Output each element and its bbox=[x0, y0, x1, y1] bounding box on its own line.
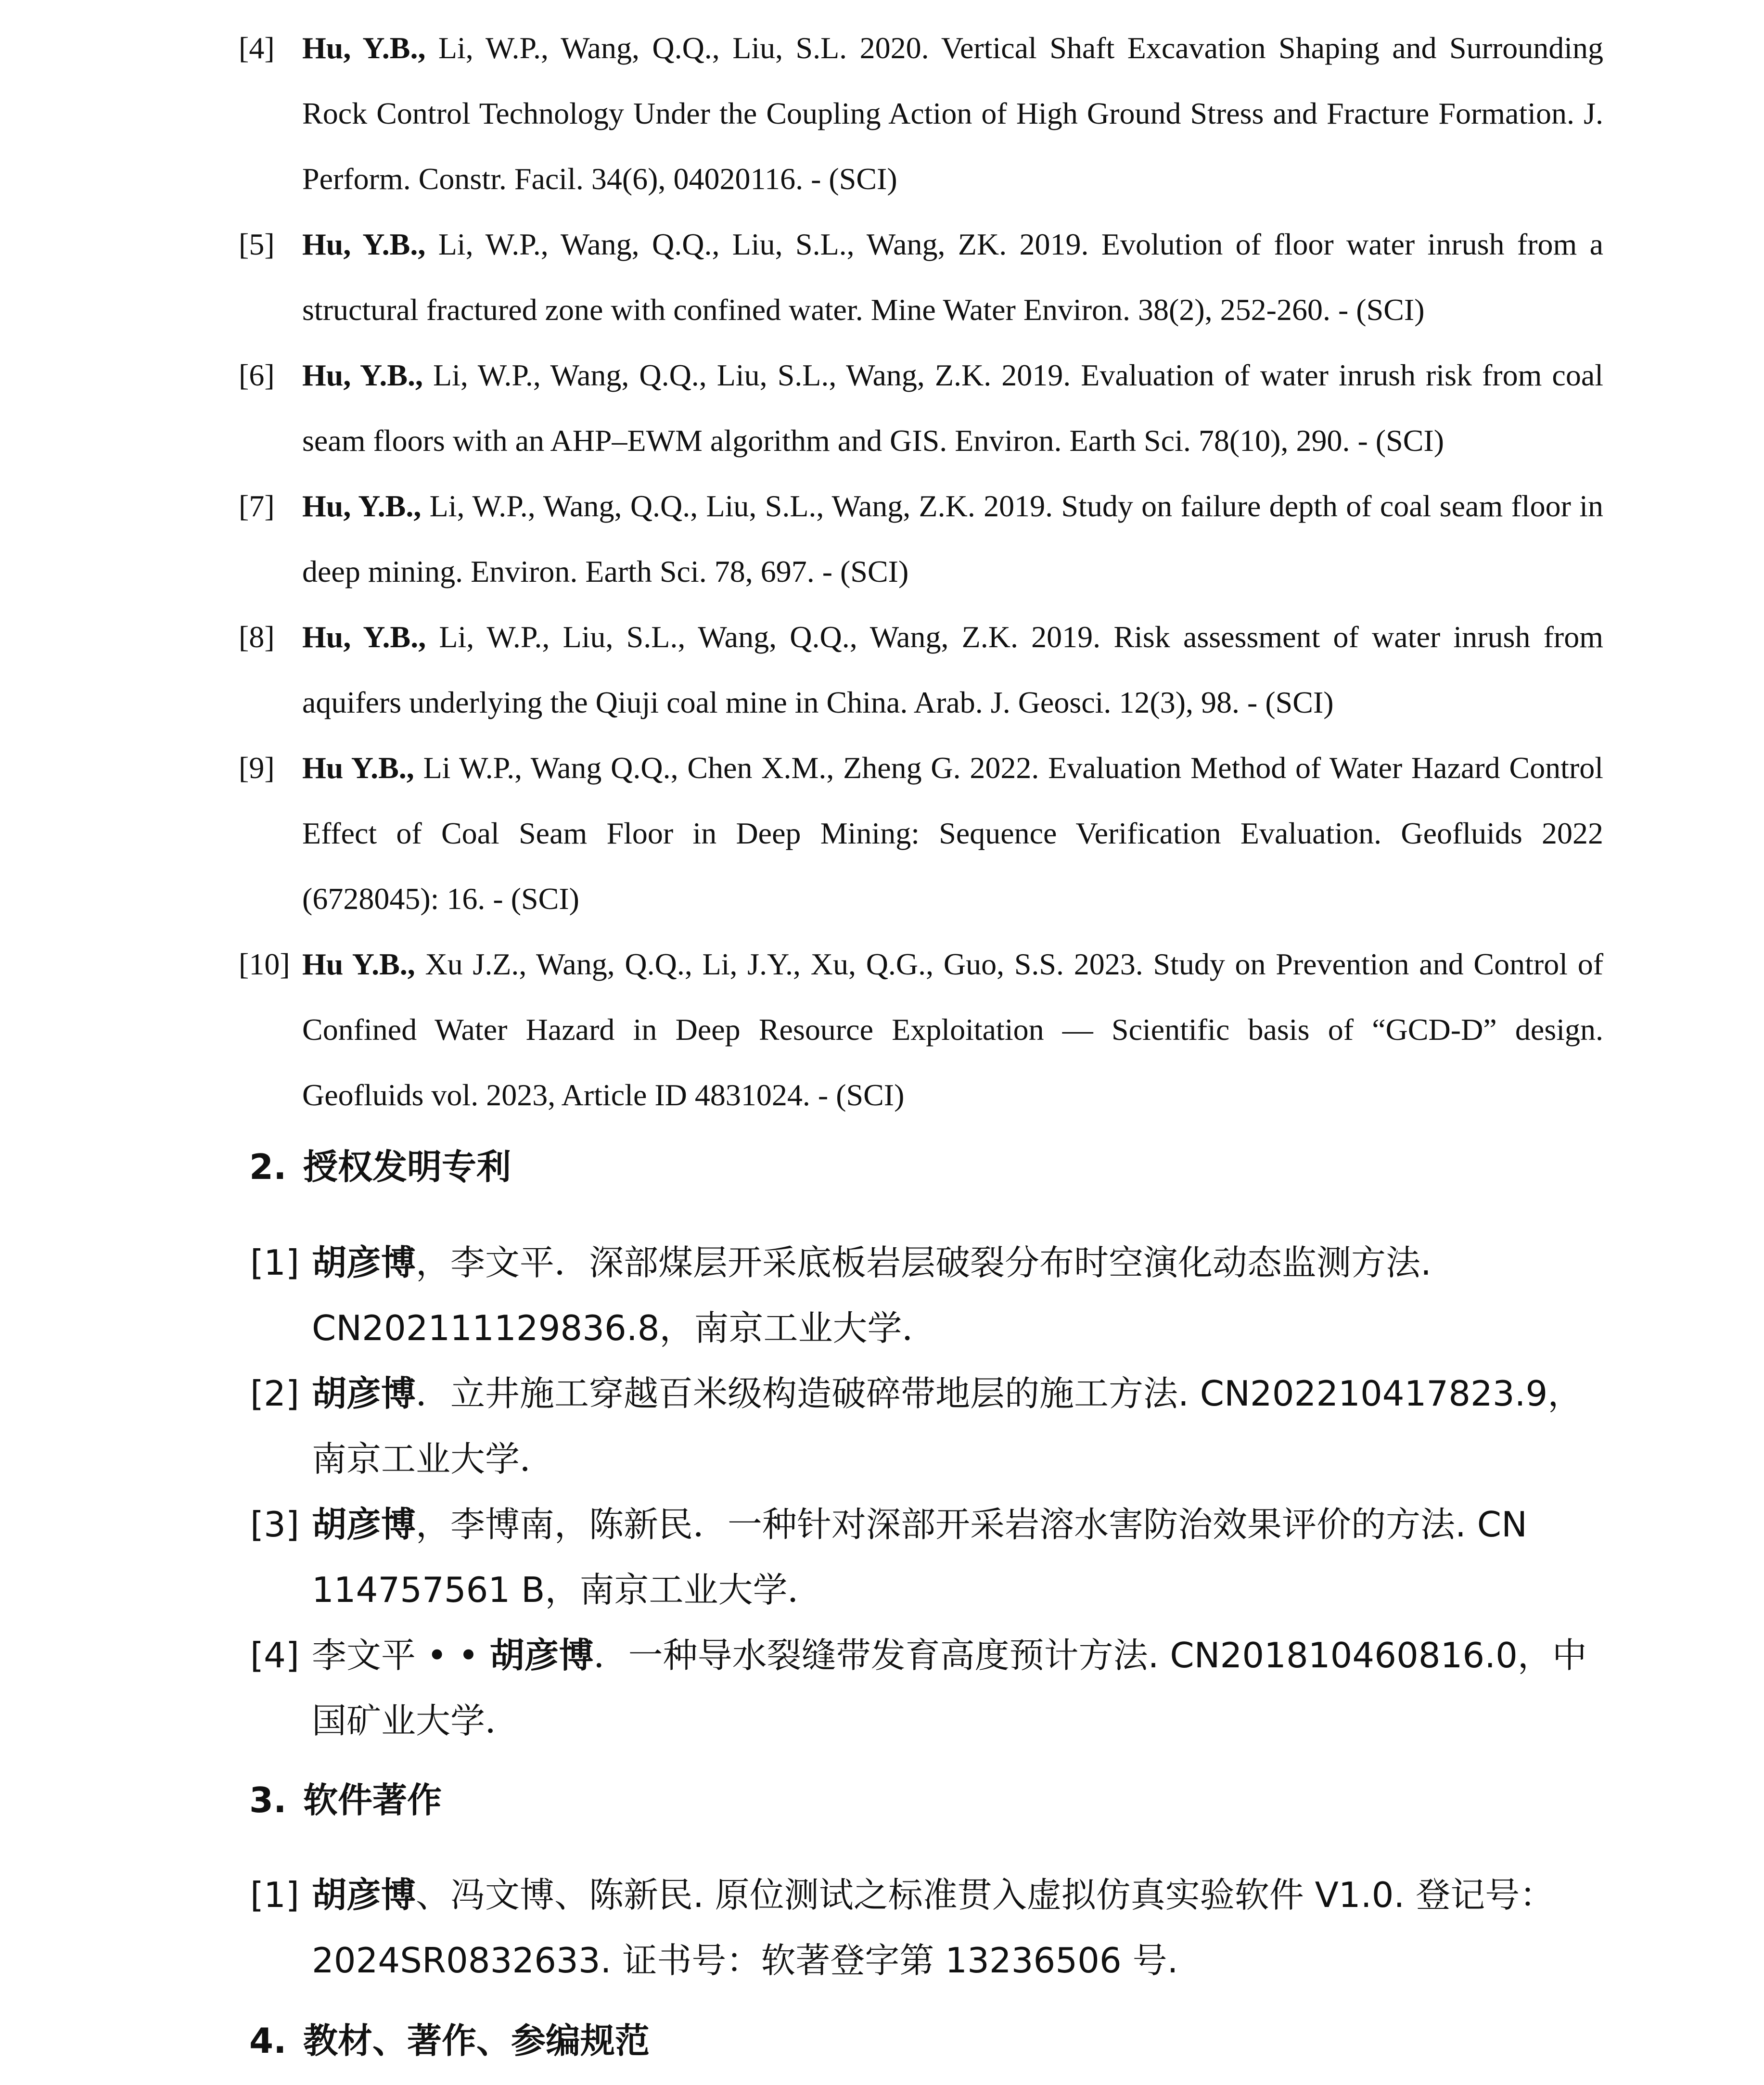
reference-number: [9] bbox=[239, 751, 275, 785]
reference-item bbox=[239, 932, 1603, 1128]
patent-author: 胡彦博 bbox=[312, 1242, 416, 1283]
reference-item bbox=[239, 343, 1603, 473]
patent-author: 胡彦博 bbox=[312, 1373, 416, 1414]
reference-author: Hu, Y.B., bbox=[302, 31, 426, 65]
reference-item bbox=[239, 604, 1603, 735]
patent-number: [3] bbox=[250, 1504, 299, 1545]
patent-number: [1] bbox=[250, 1242, 299, 1283]
reference-item bbox=[239, 735, 1603, 932]
software-text: 、冯文博、陈新民. 原位测试之标准贯入虚拟仿真实验软件 V1.0. 登记号：2024SR0832633. 证书号：软著登字第 13236506 号. bbox=[312, 1875, 1555, 1981]
reference-text: Li, W.P., Wang, Q.Q., Liu, S.L., Wang, ZK. 2019. Evolution of floor water inrush from a structural fractured zone with confined water. Mine Water Environ. 38(2), 252-260. - (SCI) bbox=[302, 227, 1604, 327]
patent-text: ，李文平．深部煤层开采底板岩层破裂分布时空演化动态监测方法. CN202111129836.8，南京工业大学． bbox=[312, 1242, 1432, 1348]
reference-number: [10] bbox=[239, 947, 290, 981]
patent-item bbox=[250, 1623, 1598, 1753]
patent-item bbox=[250, 1230, 1598, 1361]
reference-text: Xu J.Z., Wang, Q.Q., Li, J.Y., Xu, Q.G., Guo, S.S. 2023. Study on Prevention and Control of Confined Water Hazard in Deep Resource Exploitation — Scientific basis of “GCD-D” design. Geofluids vol. 2023, Article ID 4831024. - (SCI) bbox=[302, 947, 1604, 1112]
reference-item bbox=[239, 15, 1603, 212]
reference-number: [6] bbox=[239, 358, 275, 392]
section-title: 软件著作 bbox=[303, 1780, 442, 1820]
patent-text: ．一种导水裂缝带发育高度预计方法. CN201810460816.0，中国矿业大学． bbox=[312, 1635, 1587, 1741]
reference-text: Li W.P., Wang Q.Q., Chen X.M., Zheng G. 2022. Evaluation Method of Water Hazard Control Effect of Coal Seam Floor in Deep Mining: Sequence Verification Evaluation. Geofluids 2022 (6728045): 16. - (SCI) bbox=[302, 751, 1604, 916]
reference-text: Li, W.P., Wang, Q.Q., Liu, S.L., Wang, Z.K. 2019. Study on failure depth of coal seam floor in deep mining. Environ. Earth Sci. 78, 697. - (SCI) bbox=[302, 489, 1604, 588]
section-heading-textbooks bbox=[249, 2019, 650, 2062]
section-heading-software bbox=[249, 1778, 442, 1822]
reference-text: Li, W.P., Wang, Q.Q., Liu, S.L., Wang, Z.K. 2019. Evaluation of water inrush risk from coal seam floors with an AHP–EWM algorithm and GIS. Environ. Earth Sci. 78(10), 290. - (SCI) bbox=[302, 358, 1604, 458]
section-title: 教材、著作、参编规范 bbox=[303, 2021, 650, 2061]
reference-number: [8] bbox=[239, 620, 275, 654]
patent-item bbox=[250, 1361, 1598, 1492]
reference-author: Hu Y.B., bbox=[302, 751, 414, 785]
software-author: 胡彦博 bbox=[312, 1875, 416, 1915]
software-number: [1] bbox=[250, 1875, 299, 1915]
patent-coauthor: 李文平 • • bbox=[312, 1635, 490, 1676]
section-heading-patents bbox=[249, 1145, 511, 1189]
patent-author: 胡彦博 bbox=[489, 1635, 594, 1676]
reference-number: [7] bbox=[239, 489, 275, 523]
section-number: 3. bbox=[249, 1780, 287, 1820]
reference-author: Hu Y.B., bbox=[302, 947, 415, 981]
reference-item bbox=[239, 212, 1603, 343]
patent-text: ，李博南，陈新民．一种针对深部开采岩溶水害防治效果评价的方法. CN 114757561 B，南京工业大学． bbox=[312, 1504, 1527, 1610]
reference-author: Hu, Y.B., bbox=[302, 489, 422, 523]
reference-author: Hu, Y.B., bbox=[302, 620, 426, 654]
patent-item bbox=[250, 1492, 1598, 1623]
patent-text: ．立井施工穿越百米级构造破碎带地层的施工方法. CN202210417823.9，南京工业大学． bbox=[312, 1373, 1583, 1479]
patent-author: 胡彦博 bbox=[312, 1504, 416, 1545]
reference-author: Hu, Y.B., bbox=[302, 358, 423, 392]
reference-author: Hu, Y.B., bbox=[302, 227, 426, 261]
section-number: 4. bbox=[249, 2021, 287, 2061]
software-item bbox=[250, 1862, 1598, 1993]
section-title: 授权发明专利 bbox=[303, 1147, 511, 1187]
reference-text: Li, W.P., Wang, Q.Q., Liu, S.L. 2020. Vertical Shaft Excavation Shaping and Surrounding Rock Control Technology Under the Coupling Action of High Ground Stress and Fracture Formation. J. Perform. Constr. Facil. 34(6), 04020116. - (SCI) bbox=[302, 31, 1603, 196]
reference-number: [4] bbox=[239, 31, 275, 65]
patent-number: [2] bbox=[250, 1373, 299, 1414]
reference-number: [5] bbox=[239, 227, 275, 261]
patent-number: [4] bbox=[250, 1635, 299, 1676]
reference-text: Li, W.P., Liu, S.L., Wang, Q.Q., Wang, Z.K. 2019. Risk assessment of water inrush from aquifers underlying the Qiuji coal mine in China. Arab. J. Geosci. 12(3), 98. - (SCI) bbox=[302, 620, 1604, 719]
section-number: 2. bbox=[249, 1147, 287, 1187]
reference-item bbox=[239, 473, 1603, 604]
